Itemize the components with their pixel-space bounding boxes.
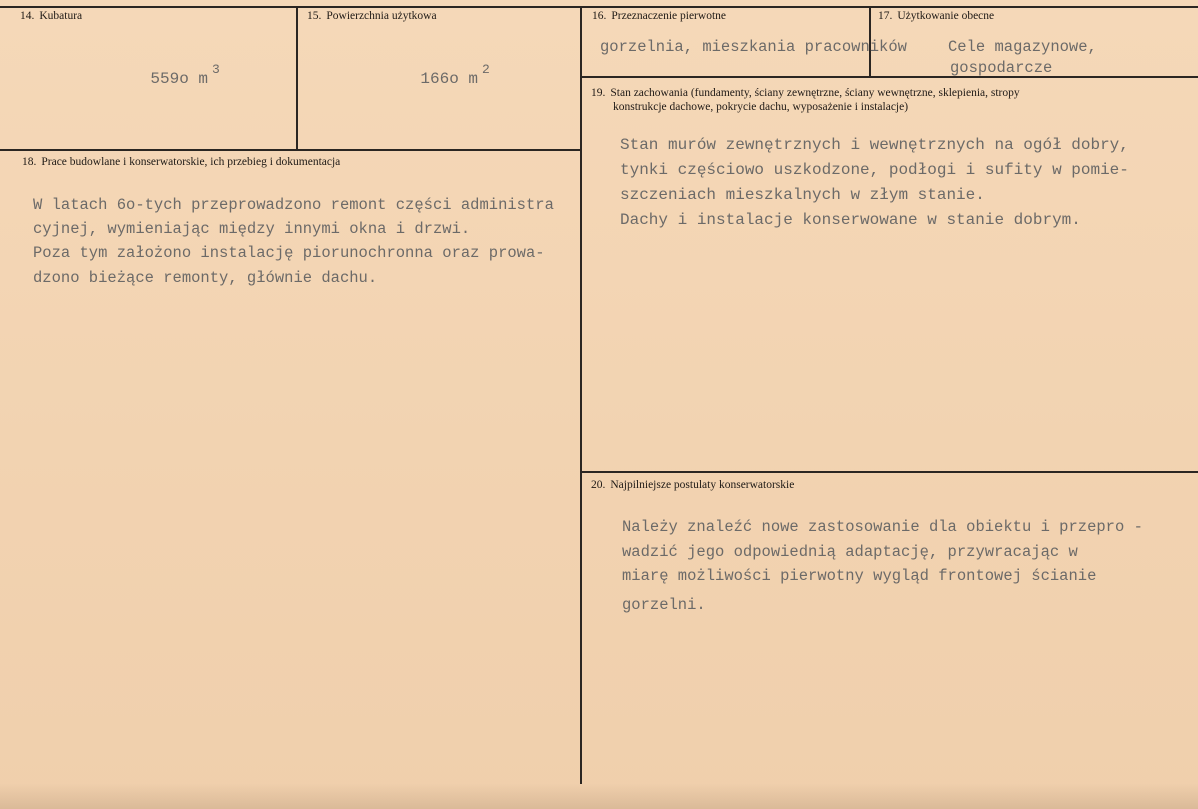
field-14-exponent: 3 bbox=[212, 62, 220, 77]
rule-under-19 bbox=[581, 471, 1198, 473]
field-14-number-value: 559o m bbox=[150, 70, 209, 88]
field-16-label bbox=[592, 9, 726, 24]
field-15-exponent: 2 bbox=[482, 62, 490, 77]
top-rule bbox=[0, 6, 1198, 8]
field-17-label bbox=[878, 9, 994, 24]
field-15-number: 15. bbox=[307, 10, 322, 22]
field-17-line-1: Cele magazynowe, bbox=[948, 38, 1097, 56]
field-19-line-1: Stan murów zewnętrznych i wewnętrznych na ogół dobry, bbox=[620, 136, 1129, 154]
field-15-label bbox=[307, 9, 437, 24]
field-20-label bbox=[591, 478, 794, 493]
field-20-number: 20. bbox=[591, 479, 606, 491]
field-19-title-1: Stan zachowania (fundamenty, ściany zewnętrzne, ściany wewnętrzne, sklepienia, stropy bbox=[610, 87, 1020, 99]
field-15-value bbox=[382, 40, 490, 119]
field-16-value: gorzelnia, mieszkania pracowników bbox=[600, 38, 907, 56]
field-20-line-3: miarę możliwości pierwotny wygląd frontowej ścianie bbox=[622, 567, 1097, 585]
field-18-title: Prace budowlane i konserwatorskie, ich przebieg i dokumentacja bbox=[41, 156, 341, 168]
field-19-label-line-2: konstrukcje dachowe, pokrycie dachu, wyposażenie i instalacje) bbox=[613, 101, 909, 113]
rule-under-16-17 bbox=[581, 76, 1198, 78]
field-14-value bbox=[112, 40, 220, 119]
field-18-number: 18. bbox=[22, 156, 37, 168]
field-16-title: Przeznaczenie pierwotne bbox=[611, 10, 726, 22]
field-17-title: Użytkowanie obecne bbox=[897, 10, 995, 22]
field-20-line-4: gorzelni. bbox=[622, 596, 706, 614]
field-14-title: Kubatura bbox=[39, 10, 83, 22]
field-20-line-2: wadzić jego odpowiednią adaptację, przywracając w bbox=[622, 543, 1078, 561]
field-14-label bbox=[20, 9, 82, 24]
field-18-line-2: cyjnej, wymieniając między innymi okna i drzwi. bbox=[33, 220, 471, 238]
rule-under-14-15 bbox=[0, 149, 582, 151]
field-18-label bbox=[22, 155, 340, 170]
field-17-line-2: gospodarcze bbox=[950, 59, 1053, 77]
field-18-line-1: W latach 6o-tych przeprowadzono remont części administra bbox=[33, 196, 554, 214]
field-17-number: 17. bbox=[878, 10, 893, 22]
field-19-label-line-1 bbox=[591, 86, 1020, 101]
divider-main bbox=[580, 6, 582, 784]
field-14-number: 14. bbox=[20, 10, 35, 22]
field-19-line-3: szczeniach mieszkalnych w złym stanie. bbox=[620, 186, 985, 204]
field-20-line-1: Należy znaleźć nowe zastosowanie dla obiektu i przepro - bbox=[622, 518, 1143, 536]
field-15-title: Powierzchnia użytkowa bbox=[326, 10, 437, 22]
field-19-line-4: Dachy i instalacje konserwowane w stanie dobrym. bbox=[620, 211, 1081, 229]
paper-bottom-edge bbox=[0, 783, 1198, 809]
field-18-line-3: Poza tym założono instalację piorunochronna oraz prowa- bbox=[33, 244, 545, 262]
field-15-number-value: 166o m bbox=[420, 70, 479, 88]
divider-14-15 bbox=[296, 6, 298, 149]
field-20-title: Najpilniejsze postulaty konserwatorskie bbox=[610, 479, 795, 491]
field-18-line-4: dzono bieżące remonty, głównie dachu. bbox=[33, 269, 378, 287]
field-19-line-2: tynki częściowo uszkodzone, podłogi i sufity w pomie- bbox=[620, 161, 1129, 179]
field-19-number: 19. bbox=[591, 87, 606, 99]
field-16-number: 16. bbox=[592, 10, 607, 22]
